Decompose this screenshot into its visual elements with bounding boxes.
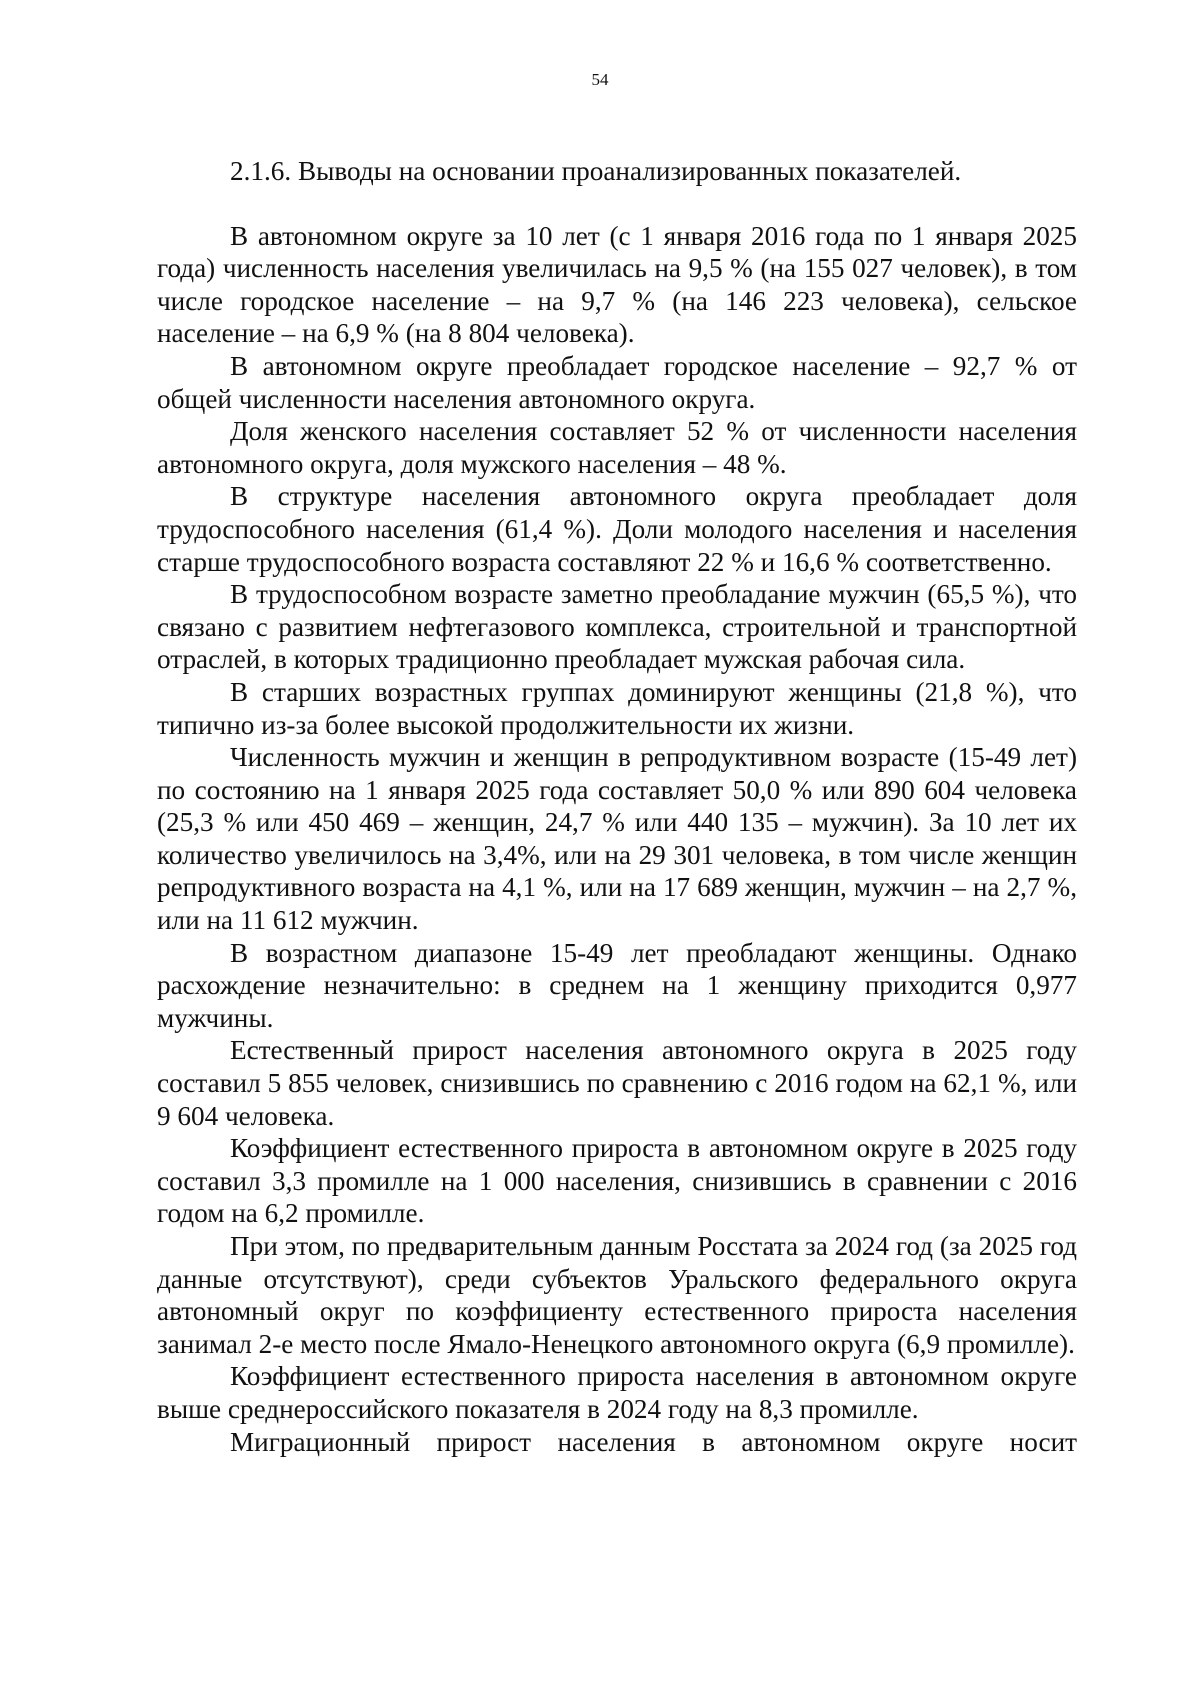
paragraph-rosstat-ranking: При этом, по предварительным данным Росстата за 2024 год (за 2025 год данные отсутствуют), среди субъектов Уральского федерального округа автономный округ по коэффициенту естественного прироста населения занимал 2-е место после Ямало-Ненецкого автономного округа (6,9 промилле). <box>157 1231 1077 1359</box>
paragraph-reproductive-ratio: В возрастном диапазоне 15-49 лет преобладают женщины. Однако расхождение незначительно: в среднем на 1 женщину приходится 0,977 мужчины. <box>157 937 1077 1033</box>
document-body <box>157 155 1077 1458</box>
paragraph-population-growth: В автономном округе за 10 лет (с 1 января 2016 года по 1 января 2025 года) численность населения увеличилась на 9,5 % (на 155 027 человек), в том числе городское население – на 9,7 % (на 146 223 человека), сельское население – на 6,9 % (на 8 804 человека). <box>157 220 1077 349</box>
paragraph-urban-share: В автономном округе преобладает городское население – 92,7 % от общей численности населения автономного округа. <box>157 350 1077 414</box>
paragraph-russia-comparison: Коэффициент естественного прироста населения в автономном округе выше среднероссийского показателя в 2024 году на 8,3 промилле. <box>157 1361 1077 1424</box>
page-number: 54 <box>591 70 609 89</box>
section-heading: 2.1.6. Выводы на основании проанализированных показателей. <box>230 156 962 186</box>
paragraph-migration: Миграционный прирост населения в автономном округе носит <box>230 1426 1077 1457</box>
paragraph-natural-increase-rate: Коэффициент естественного прироста в автономном округе в 2025 году составил 3,3 промилле на 1 000 населения, снизившись в сравнении с 2016 годом на 6,2 промилле. <box>157 1133 1077 1229</box>
paragraph-reproductive-age: Численность мужчин и женщин в репродуктивном возрасте (15-49 лет) по состоянию на 1 января 2025 года составляет 50,0 % или 890 604 человека (25,3 % или 450 469 – женщин, 24,7 % или 440 135 – мужчин). За 10 лет их количество увеличилось на 3,4%, или на 29 301 человека, в том числе женщин репродуктивного возраста на 4,1 %, или на 17 689 женщин, мужчин – на 2,7 %, или на 11 612 мужчин. <box>157 742 1077 936</box>
paragraph-older-women: В старших возрастных группах доминируют женщины (21,8 %), что типично из-за более высокой продолжительности их жизни. <box>157 676 1077 740</box>
paragraph-natural-increase: Естественный прирост населения автономного округа в 2025 году составил 5 855 человек, снизившись по сравнению с 2016 годом на 62,1 %, или 9 604 человека. <box>157 1035 1077 1131</box>
paragraph-gender-share: Доля женского населения составляет 52 % от численности населения автономного округа, доля мужского населения – 48 %. <box>157 416 1077 479</box>
paragraph-working-age-men: В трудоспособном возрасте заметно преобладание мужчин (65,5 %), что связано с развитием нефтегазового комплекса, строительной и транспортной отраслей, в которых традиционно преобладает мужская рабочая сила. <box>157 579 1077 675</box>
paragraph-age-structure: В структуре населения автономного округа преобладает доля трудоспособного населения (61,4 %). Доли молодого населения и населения старше трудоспособного возраста составляют 22 % и 16,6 % соответственно. <box>157 481 1077 577</box>
